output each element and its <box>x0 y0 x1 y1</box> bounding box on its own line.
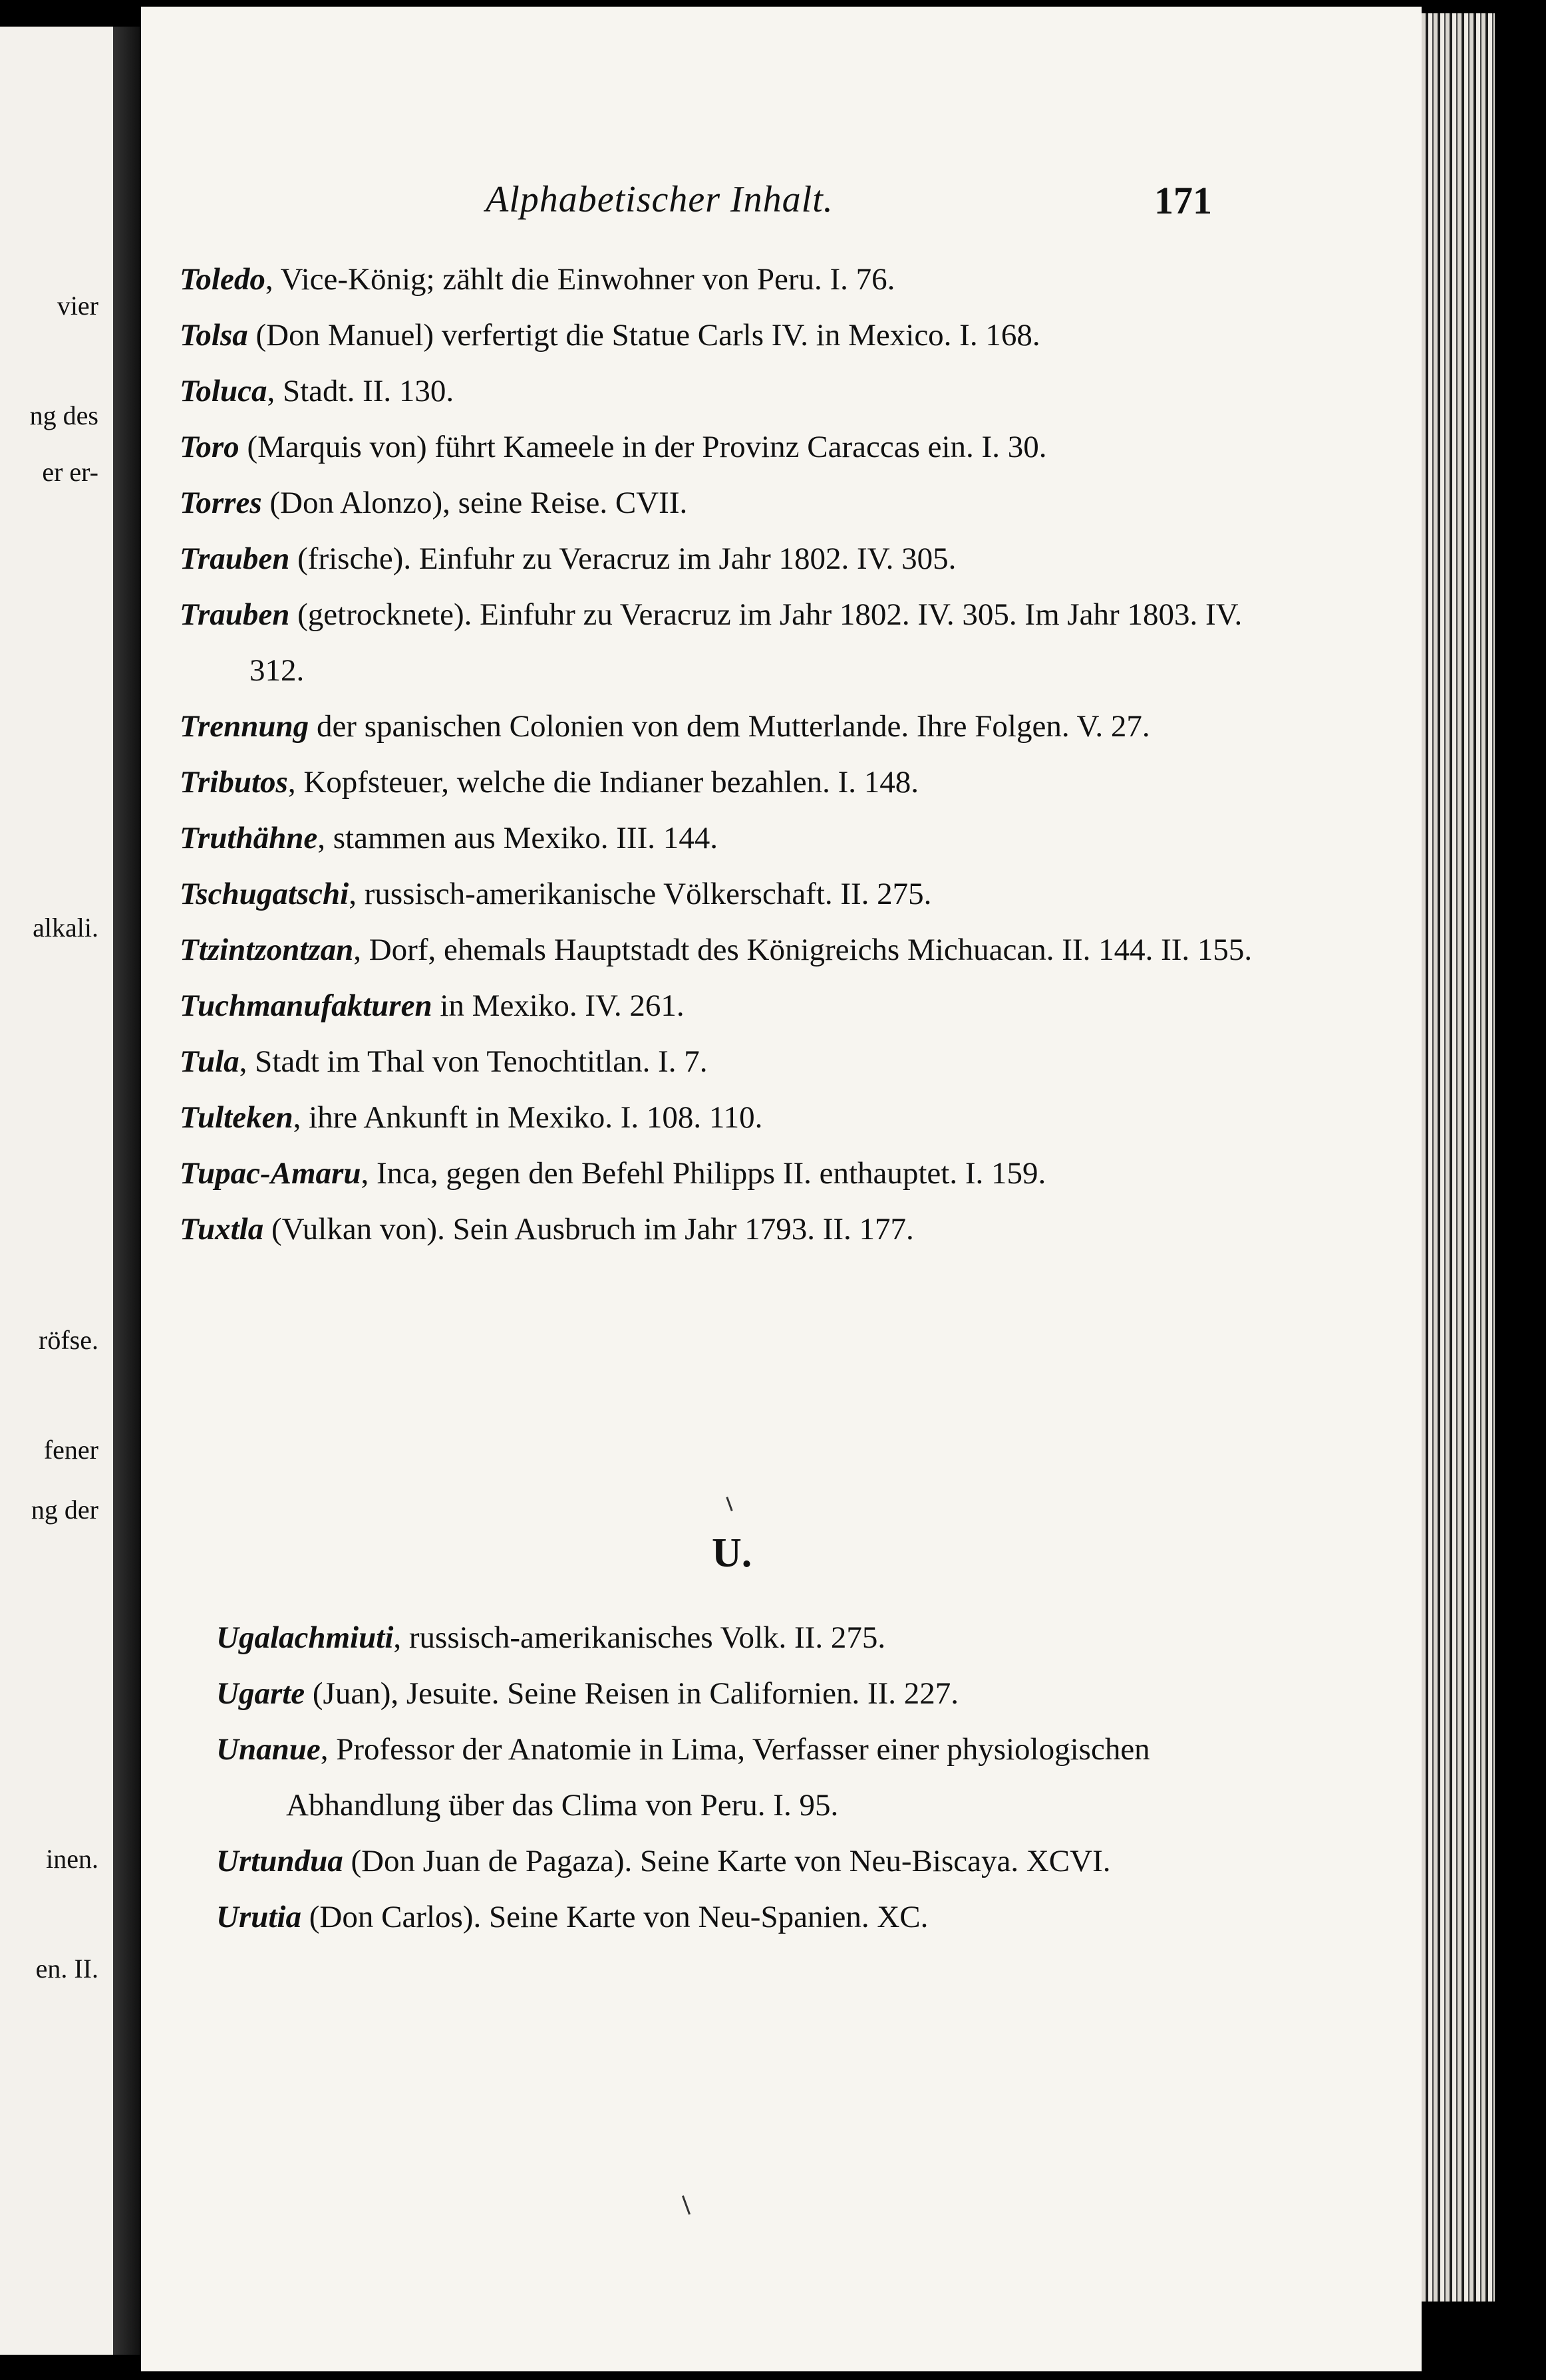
index-entry-text: , russisch-amerikanisches Volk. II. 275. <box>393 1620 886 1655</box>
index-entry <box>180 978 1284 1034</box>
index-entry-headword: Truthähne <box>180 821 318 855</box>
index-entry <box>180 810 1284 866</box>
index-entry-text: (Marquis von) führt Kameele in der Provinz Caraccas ein. I. 30. <box>239 430 1047 464</box>
index-entry-headword: Trennung <box>180 709 309 744</box>
index-entry <box>180 531 1284 587</box>
index-entry-headword: Urutia <box>216 1900 301 1934</box>
index-entry-headword: Tolsa <box>180 318 248 353</box>
index-entry <box>180 1201 1284 1257</box>
index-entry <box>216 1833 1287 1889</box>
index-entries-t <box>180 251 1284 1257</box>
index-entry <box>180 419 1284 475</box>
book-gutter <box>113 27 140 2355</box>
index-entry-text: (Juan), Jesuite. Seine Reisen in Californien. II. 227. <box>305 1676 959 1711</box>
page-number: 171 <box>1154 179 1212 222</box>
index-entry <box>180 475 1284 531</box>
index-entry-text: , Inca, gegen den Befehl Philipps II. enthauptet. I. 159. <box>361 1156 1046 1191</box>
index-entries-u <box>216 1610 1287 1945</box>
index-entry-text: , russisch-amerikanische Völkerschaft. II. 275. <box>349 877 932 911</box>
index-entry <box>180 1090 1284 1145</box>
index-entry-headword: Unanue <box>216 1732 321 1767</box>
facing-page-text-fragment: röfse. <box>39 1325 98 1355</box>
scan-border <box>1495 0 1546 2380</box>
index-entry-headword: Toluca <box>180 374 267 408</box>
index-entry-headword: Tuchmanufakturen <box>180 988 432 1023</box>
facing-page-text-fragment: inen. <box>46 1844 98 1874</box>
index-entry <box>180 587 1284 698</box>
facing-page-text-fragment: vier <box>57 291 98 321</box>
index-entry-headword: Tributos <box>180 765 288 800</box>
index-entry <box>180 307 1284 363</box>
facing-page-text-fragment: alkali. <box>33 913 98 943</box>
index-entry-text: , Dorf, ehemals Hauptstadt des Königreichs Michuacan. II. 144. II. 155. <box>353 933 1253 967</box>
facing-page-fragment <box>0 27 116 2355</box>
index-entry <box>216 1610 1287 1666</box>
index-entry <box>216 1889 1287 1945</box>
facing-page-text-fragment: er er- <box>42 457 98 487</box>
index-entry <box>216 1721 1287 1833</box>
index-entry-headword: Tulteken <box>180 1100 293 1135</box>
index-entry <box>180 754 1284 810</box>
index-entry-text: , Professor der Anatomie in Lima, Verfasser einer physiologischen Abhandlung über das Clima von Peru. I. 95. <box>286 1732 1150 1823</box>
index-entry-text: (getrocknete). Einfuhr zu Veracruz im Jahr 1802. IV. 305. Im Jahr 1803. IV. 312. <box>249 597 1243 688</box>
index-entry-headword: Trauben <box>180 541 290 576</box>
index-entry-text: (frische). Einfuhr zu Veracruz im Jahr 1802. IV. 305. <box>289 541 957 576</box>
index-entry-text: , Vice-König; zählt die Einwohner von Peru. I. 76. <box>265 262 895 297</box>
index-entry-headword: Trauben <box>180 597 290 632</box>
index-entry <box>180 363 1284 419</box>
index-entry-text: , Stadt. II. 130. <box>267 374 454 408</box>
index-entry-text: (Don Juan de Pagaza). Seine Karte von Neu-Biscaya. XCVI. <box>343 1844 1111 1878</box>
index-entry-headword: Urtundua <box>216 1844 343 1878</box>
index-entry-headword: Ttzintzontzan <box>180 933 354 967</box>
running-head: Alphabetischer Inhalt. <box>486 179 834 220</box>
index-entry <box>216 1666 1287 1721</box>
index-entry-headword: Tula <box>180 1044 239 1079</box>
index-entry <box>180 251 1284 307</box>
facing-page-text-fragment: ng der <box>31 1495 98 1525</box>
index-entry-text: , Kopfsteuer, welche die Indianer bezahlen. I. 148. <box>287 765 919 800</box>
index-entry-headword: Torres <box>180 486 262 520</box>
index-entry-headword: Toledo <box>180 262 265 297</box>
index-entry <box>180 922 1284 978</box>
index-entry-text: , Stadt im Thal von Tenochtitlan. I. 7. <box>239 1044 708 1079</box>
index-entry-text: der spanischen Colonien von dem Mutterlande. Ihre Folgen. V. 27. <box>309 709 1150 744</box>
index-entry-text: in Mexiko. IV. 261. <box>432 988 685 1023</box>
index-entry-text: , ihre Ankunft in Mexiko. I. 108. 110. <box>293 1100 763 1135</box>
index-entry <box>180 866 1284 922</box>
section-letter-heading: U. <box>712 1531 752 1576</box>
index-entry-headword: Ugalachmiuti <box>216 1620 394 1655</box>
facing-page-text-fragment: en. II. <box>35 1954 98 1984</box>
page-edges <box>1422 13 1495 2302</box>
index-entry-text: (Vulkan von). Sein Ausbruch im Jahr 1793. II. 177. <box>263 1212 914 1247</box>
index-entry <box>180 1034 1284 1090</box>
index-entry-headword: Tuxtla <box>180 1212 264 1247</box>
index-entry <box>180 1145 1284 1201</box>
index-entry-headword: Toro <box>180 430 239 464</box>
facing-page-text-fragment: fener <box>43 1435 98 1465</box>
index-entry-headword: Tschugatschi <box>180 877 349 911</box>
index-entry-headword: Ugarte <box>216 1676 305 1711</box>
index-entry <box>180 698 1284 754</box>
index-entry-headword: Tupac-Amaru <box>180 1156 361 1191</box>
index-entry-text: (Don Carlos). Seine Karte von Neu-Spanien. XC. <box>301 1900 929 1934</box>
index-entry-text: (Don Manuel) verfertigt die Statue Carls IV. in Mexico. I. 168. <box>247 318 1040 353</box>
index-entry-text: , stammen aus Mexiko. III. 144. <box>317 821 718 855</box>
index-entry-text: (Don Alonzo), seine Reise. CVII. <box>261 486 688 520</box>
facing-page-text-fragment: ng des <box>29 400 98 430</box>
